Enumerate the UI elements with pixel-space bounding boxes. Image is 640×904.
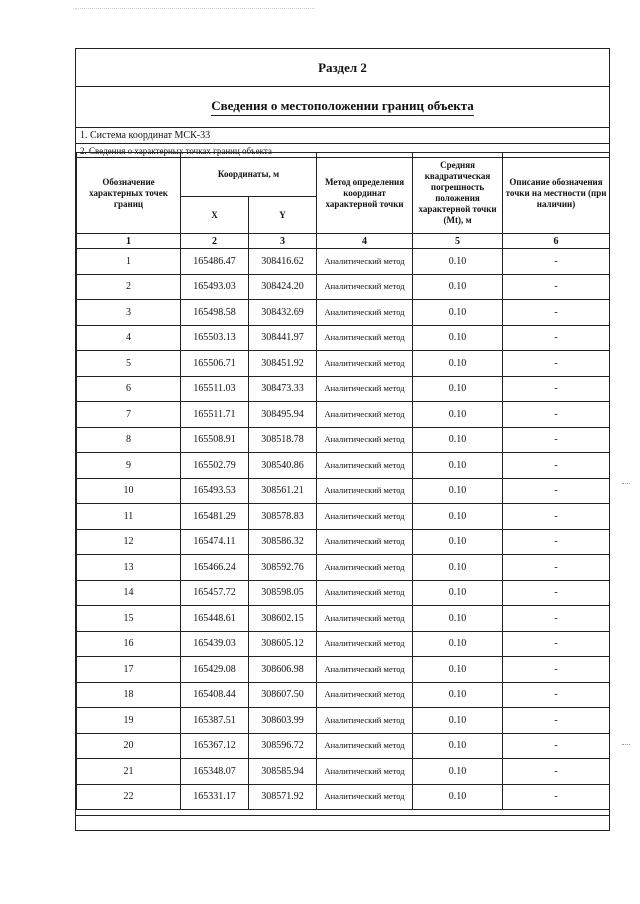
description-cell: -: [503, 427, 610, 453]
error-cell: 0.10: [413, 657, 503, 683]
method-cell: Аналитический метод: [317, 274, 413, 300]
y-coordinate-cell: 308586.32: [249, 529, 317, 555]
scan-edge-mark: [622, 744, 630, 745]
x-coordinate-cell: 165457.72: [181, 580, 249, 606]
method-cell: Аналитический метод: [317, 784, 413, 810]
method-cell: Аналитический метод: [317, 682, 413, 708]
error-cell: 0.10: [413, 351, 503, 377]
header-y: Y: [249, 197, 317, 234]
x-coordinate-cell: 165348.07: [181, 759, 249, 785]
point-cell: 11: [77, 504, 181, 530]
description-cell: -: [503, 325, 610, 351]
table-row: [77, 580, 610, 606]
table-row: [77, 351, 610, 377]
x-coordinate-cell: 165367.12: [181, 733, 249, 759]
column-number: 3: [249, 234, 317, 249]
method-cell: Аналитический метод: [317, 631, 413, 657]
section-subtitle: Сведения о местоположении границ объекта: [211, 98, 474, 116]
description-cell: -: [503, 759, 610, 785]
y-coordinate-cell: 308518.78: [249, 427, 317, 453]
error-cell: 0.10: [413, 708, 503, 734]
point-cell: 1: [77, 249, 181, 275]
x-coordinate-cell: 165511.71: [181, 402, 249, 428]
error-cell: 0.10: [413, 478, 503, 504]
point-cell: 22: [77, 784, 181, 810]
description-cell: -: [503, 631, 610, 657]
boundary-points-table: [76, 152, 610, 810]
method-cell: Аналитический метод: [317, 606, 413, 632]
table-row: [77, 504, 610, 530]
table-row: [77, 606, 610, 632]
point-cell: 13: [77, 555, 181, 581]
table-row: [77, 325, 610, 351]
method-cell: Аналитический метод: [317, 325, 413, 351]
point-cell: 6: [77, 376, 181, 402]
point-cell: 3: [77, 300, 181, 326]
point-cell: 7: [77, 402, 181, 428]
x-coordinate-cell: 165439.03: [181, 631, 249, 657]
x-coordinate-cell: 165506.71: [181, 351, 249, 377]
method-cell: Аналитический метод: [317, 529, 413, 555]
x-coordinate-cell: 165429.08: [181, 657, 249, 683]
error-cell: 0.10: [413, 376, 503, 402]
scan-noise: [75, 8, 315, 15]
y-coordinate-cell: 308605.12: [249, 631, 317, 657]
header-x: X: [181, 197, 249, 234]
error-cell: 0.10: [413, 453, 503, 479]
point-cell: 4: [77, 325, 181, 351]
column-number: 6: [503, 234, 610, 249]
description-cell: -: [503, 529, 610, 555]
error-cell: 0.10: [413, 580, 503, 606]
header-error: Средняя квадратическая погрешность положения характерной точки (Mt), м: [413, 153, 503, 234]
point-cell: 5: [77, 351, 181, 377]
method-cell: Аналитический метод: [317, 580, 413, 606]
description-cell: -: [503, 580, 610, 606]
x-coordinate-cell: 165408.44: [181, 682, 249, 708]
x-coordinate-cell: 165486.47: [181, 249, 249, 275]
y-coordinate-cell: 308424.20: [249, 274, 317, 300]
description-cell: -: [503, 555, 610, 581]
column-number: 2: [181, 234, 249, 249]
y-coordinate-cell: 308432.69: [249, 300, 317, 326]
header-coordinates: Координаты, м: [181, 153, 317, 197]
y-coordinate-cell: 308606.98: [249, 657, 317, 683]
table-row: [77, 529, 610, 555]
x-coordinate-cell: 165493.53: [181, 478, 249, 504]
method-cell: Аналитический метод: [317, 402, 413, 428]
x-coordinate-cell: 165498.58: [181, 300, 249, 326]
y-coordinate-cell: 308495.94: [249, 402, 317, 428]
point-cell: 14: [77, 580, 181, 606]
y-coordinate-cell: 308607.50: [249, 682, 317, 708]
point-cell: 20: [77, 733, 181, 759]
error-cell: 0.10: [413, 784, 503, 810]
x-coordinate-cell: 165481.29: [181, 504, 249, 530]
coordinate-system-row: [76, 128, 609, 144]
section-title-row: [76, 49, 609, 87]
points-info-text: 2. Сведения о характерных точках границ объекта: [80, 145, 272, 156]
method-cell: Аналитический метод: [317, 504, 413, 530]
point-cell: 16: [77, 631, 181, 657]
table-row: [77, 708, 610, 734]
table-row: [77, 453, 610, 479]
point-cell: 17: [77, 657, 181, 683]
description-cell: -: [503, 274, 610, 300]
table-row: [77, 657, 610, 683]
table-row: [77, 759, 610, 785]
y-coordinate-cell: 308585.94: [249, 759, 317, 785]
x-coordinate-cell: 165503.13: [181, 325, 249, 351]
point-cell: 15: [77, 606, 181, 632]
error-cell: 0.10: [413, 733, 503, 759]
table-header-row: [77, 153, 610, 197]
error-cell: 0.10: [413, 631, 503, 657]
point-cell: 18: [77, 682, 181, 708]
description-cell: -: [503, 478, 610, 504]
column-number: 1: [77, 234, 181, 249]
table-row: [77, 784, 610, 810]
column-numbers-row: [77, 234, 610, 249]
table-row: [77, 376, 610, 402]
description-cell: -: [503, 453, 610, 479]
table-row: [77, 402, 610, 428]
x-coordinate-cell: 165511.03: [181, 376, 249, 402]
header-point-label: Обозначение характерных точек границ: [77, 153, 181, 234]
header-method: Метод определения координат характерной точки: [317, 153, 413, 234]
description-cell: -: [503, 402, 610, 428]
section-title: Раздел 2: [318, 59, 367, 75]
method-cell: Аналитический метод: [317, 427, 413, 453]
error-cell: 0.10: [413, 759, 503, 785]
method-cell: Аналитический метод: [317, 657, 413, 683]
y-coordinate-cell: 308441.97: [249, 325, 317, 351]
column-number: 5: [413, 234, 503, 249]
error-cell: 0.10: [413, 682, 503, 708]
x-coordinate-cell: 165331.17: [181, 784, 249, 810]
table-row: [77, 682, 610, 708]
table-row: [77, 733, 610, 759]
x-coordinate-cell: 165508.91: [181, 427, 249, 453]
error-cell: 0.10: [413, 325, 503, 351]
y-coordinate-cell: 308603.99: [249, 708, 317, 734]
description-cell: -: [503, 708, 610, 734]
scan-edge-mark: [622, 483, 630, 484]
error-cell: 0.10: [413, 606, 503, 632]
table-row: [77, 478, 610, 504]
point-cell: 2: [77, 274, 181, 300]
document-frame: [75, 48, 610, 831]
y-coordinate-cell: 308540.86: [249, 453, 317, 479]
point-cell: 12: [77, 529, 181, 555]
description-cell: -: [503, 300, 610, 326]
method-cell: Аналитический метод: [317, 300, 413, 326]
x-coordinate-cell: 165466.24: [181, 555, 249, 581]
method-cell: Аналитический метод: [317, 733, 413, 759]
method-cell: Аналитический метод: [317, 555, 413, 581]
method-cell: Аналитический метод: [317, 351, 413, 377]
y-coordinate-cell: 308571.92: [249, 784, 317, 810]
y-coordinate-cell: 308451.92: [249, 351, 317, 377]
y-coordinate-cell: 308598.05: [249, 580, 317, 606]
description-cell: -: [503, 376, 610, 402]
x-coordinate-cell: 165387.51: [181, 708, 249, 734]
method-cell: Аналитический метод: [317, 376, 413, 402]
column-number: 4: [317, 234, 413, 249]
point-cell: 21: [77, 759, 181, 785]
description-cell: -: [503, 682, 610, 708]
table-row: [77, 274, 610, 300]
error-cell: 0.10: [413, 504, 503, 530]
description-cell: -: [503, 351, 610, 377]
error-cell: 0.10: [413, 300, 503, 326]
table-row: [77, 555, 610, 581]
point-cell: 10: [77, 478, 181, 504]
point-cell: 9: [77, 453, 181, 479]
method-cell: Аналитический метод: [317, 478, 413, 504]
y-coordinate-cell: 308561.21: [249, 478, 317, 504]
table-row: [77, 249, 610, 275]
table-row: [77, 300, 610, 326]
error-cell: 0.10: [413, 274, 503, 300]
method-cell: Аналитический метод: [317, 249, 413, 275]
y-coordinate-cell: 308592.76: [249, 555, 317, 581]
y-coordinate-cell: 308596.72: [249, 733, 317, 759]
method-cell: Аналитический метод: [317, 759, 413, 785]
description-cell: -: [503, 249, 610, 275]
x-coordinate-cell: 165474.11: [181, 529, 249, 555]
coordinate-system-text: 1. Система координат МСК-33: [80, 130, 211, 141]
error-cell: 0.10: [413, 249, 503, 275]
method-cell: Аналитический метод: [317, 708, 413, 734]
table-row: [77, 631, 610, 657]
y-coordinate-cell: 308578.83: [249, 504, 317, 530]
table-row: [77, 427, 610, 453]
description-cell: -: [503, 784, 610, 810]
x-coordinate-cell: 165502.79: [181, 453, 249, 479]
description-cell: -: [503, 657, 610, 683]
method-cell: Аналитический метод: [317, 453, 413, 479]
section-subtitle-row: [76, 87, 609, 128]
y-coordinate-cell: 308473.33: [249, 376, 317, 402]
description-cell: -: [503, 606, 610, 632]
description-cell: -: [503, 733, 610, 759]
error-cell: 0.10: [413, 529, 503, 555]
y-coordinate-cell: 308416.62: [249, 249, 317, 275]
footer-strip: [76, 815, 609, 830]
error-cell: 0.10: [413, 427, 503, 453]
table-body: [77, 249, 610, 810]
error-cell: 0.10: [413, 555, 503, 581]
x-coordinate-cell: 165493.03: [181, 274, 249, 300]
point-cell: 8: [77, 427, 181, 453]
point-cell: 19: [77, 708, 181, 734]
y-coordinate-cell: 308602.15: [249, 606, 317, 632]
error-cell: 0.10: [413, 402, 503, 428]
header-description: Описание обозначения точки на местности (при наличии): [503, 153, 610, 234]
x-coordinate-cell: 165448.61: [181, 606, 249, 632]
description-cell: -: [503, 504, 610, 530]
